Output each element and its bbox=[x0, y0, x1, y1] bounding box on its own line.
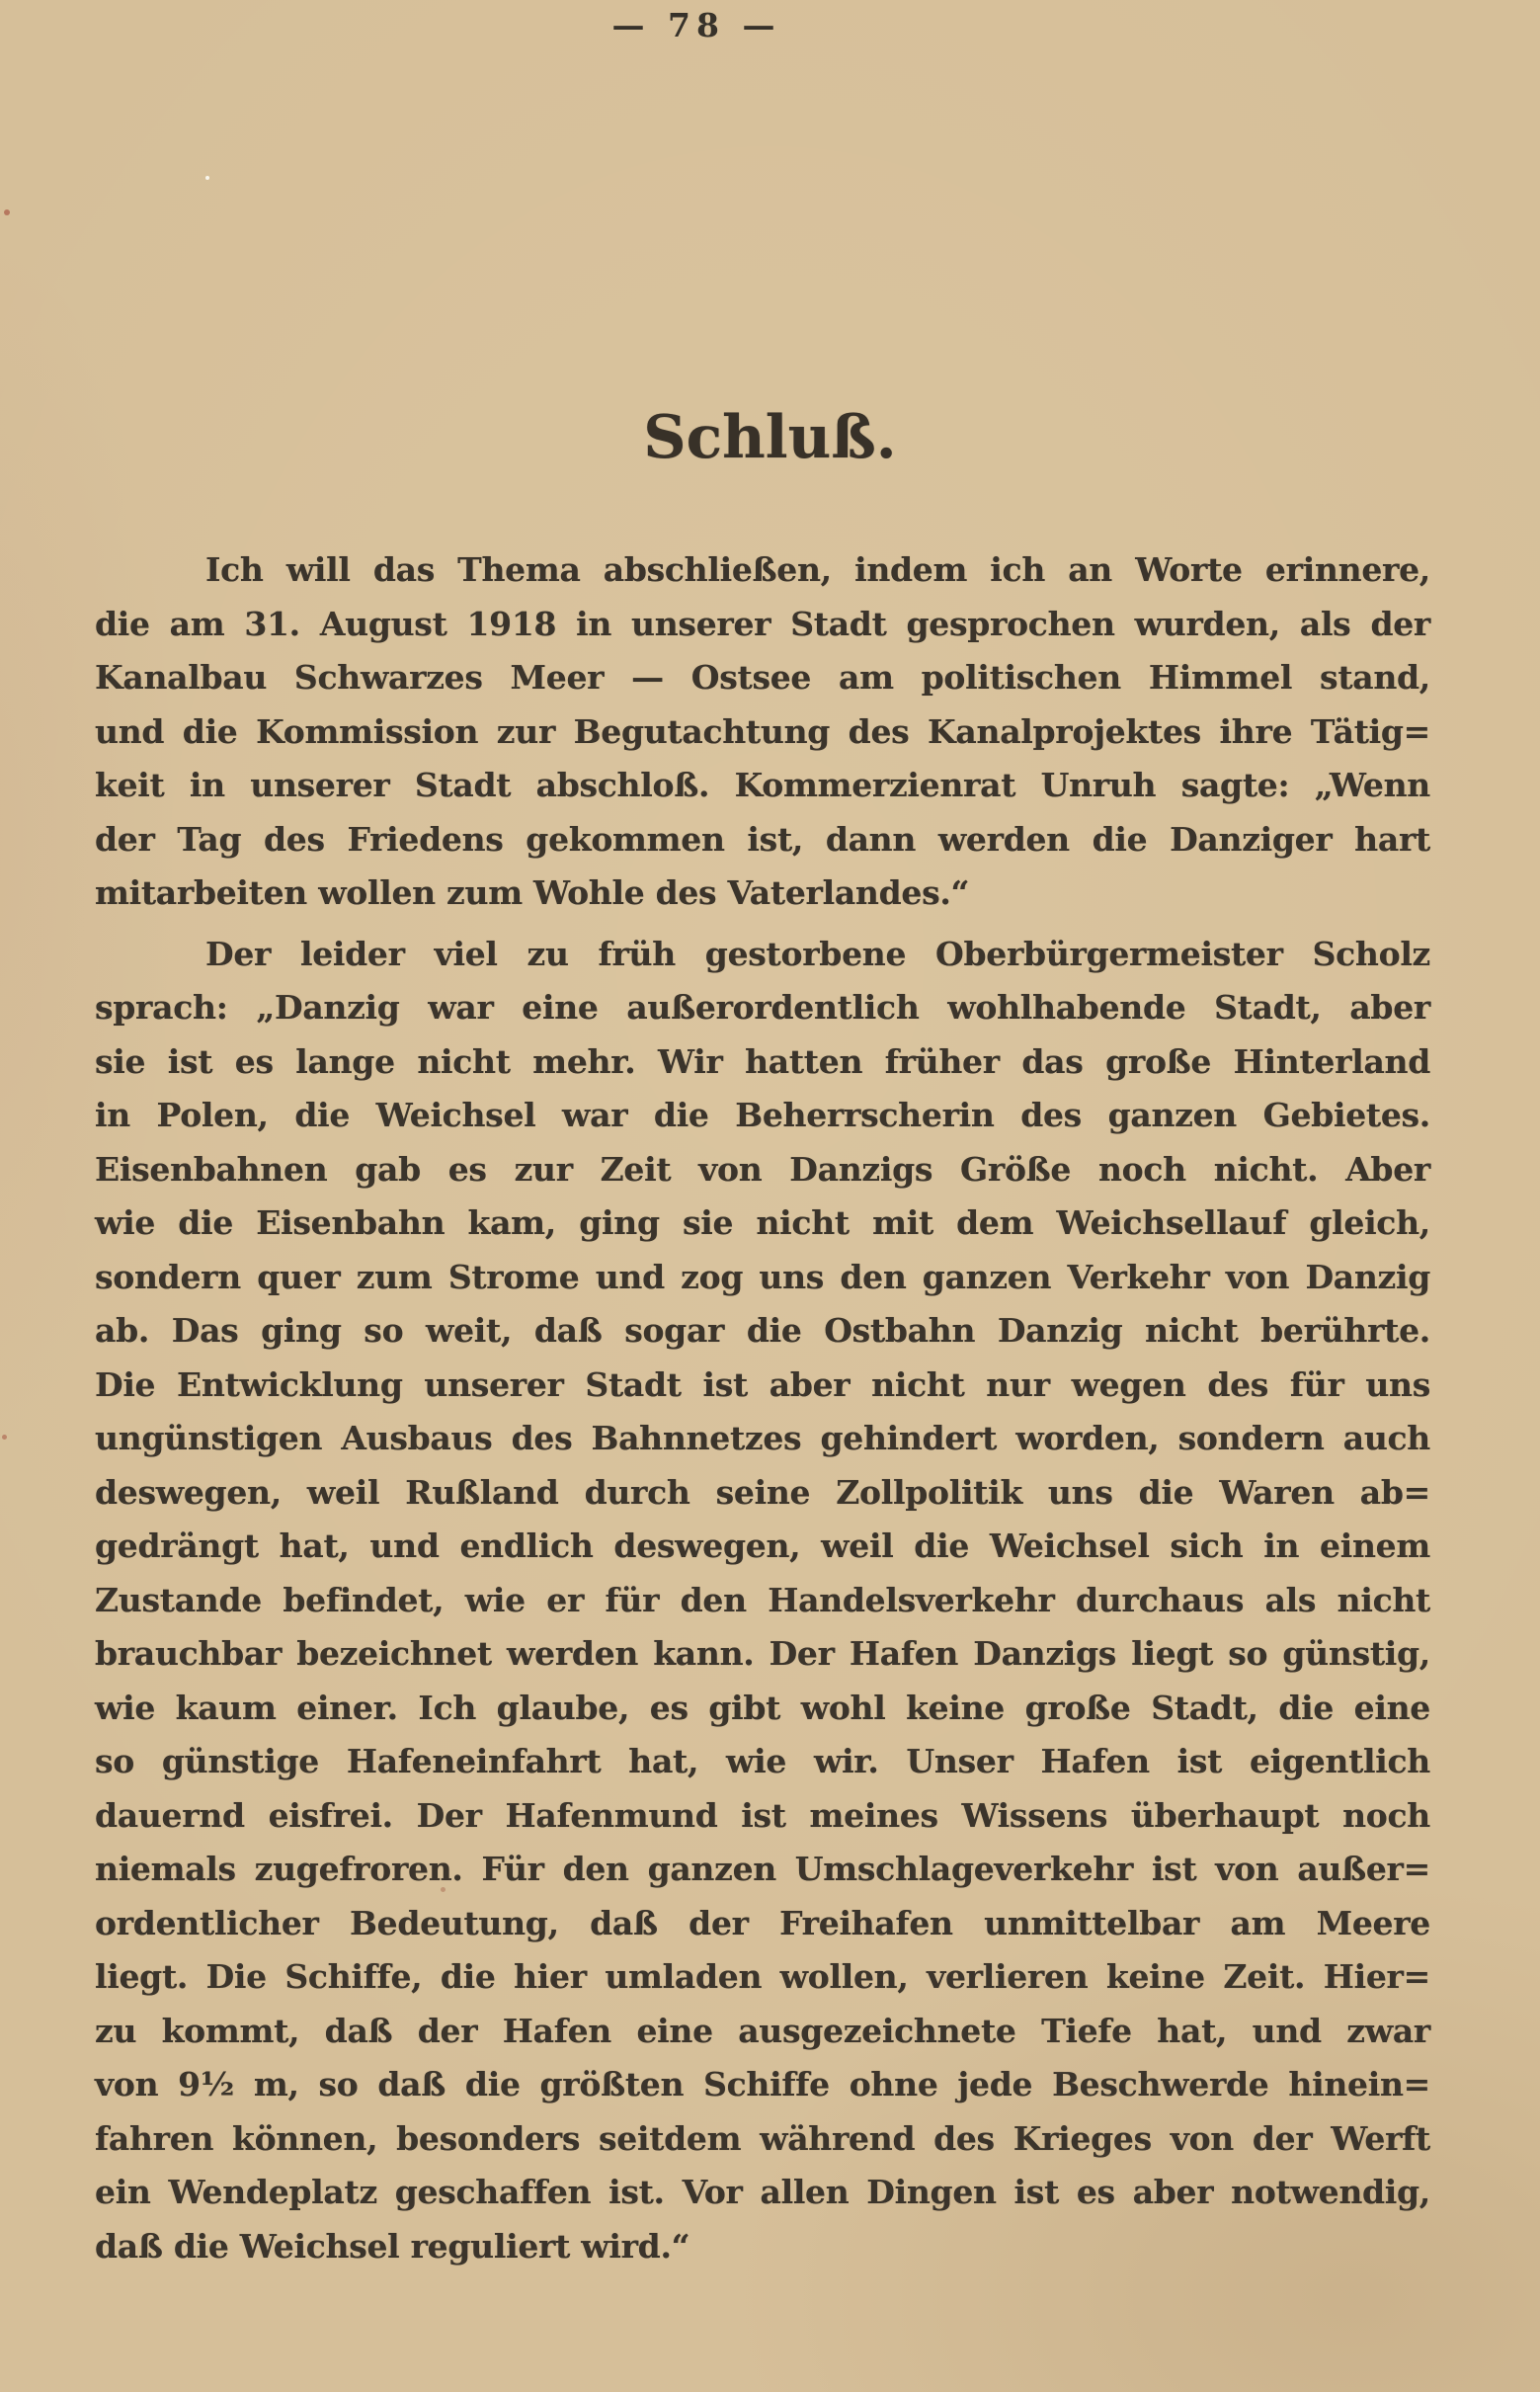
text-line: Ich will das Thema abschließen, indem ich an Worte erinnere, bbox=[205, 550, 1430, 589]
text-line: ein Wendeplatz geschaffen ist. Vor allen Dingen ist es aber notwendig, bbox=[95, 2173, 1430, 2211]
paragraph-2 bbox=[95, 928, 1430, 2274]
chapter-heading: Schluß. bbox=[643, 403, 897, 472]
scan-speck bbox=[4, 209, 10, 215]
text-line: ab. Das ging so weit, daß sogar die Ostbahn Danzig nicht berührte. bbox=[95, 1311, 1430, 1350]
text-line: daß die Weichsel reguliert wird.“ bbox=[95, 2226, 690, 2266]
text-line: Der leider viel zu früh gestorbene Oberbürgermeister Scholz bbox=[205, 934, 1430, 973]
text-line: niemals zugefroren. Für den ganzen Umschlageverkehr ist von außer= bbox=[95, 1850, 1430, 1888]
text-line: die am 31. August 1918 in unserer Stadt gesprochen wurden, als der bbox=[95, 604, 1430, 643]
text-line: wie die Eisenbahn kam, ging sie nicht mit dem Weichsellauf gleich, bbox=[95, 1203, 1430, 1242]
text-line: Eisenbahnen gab es zur Zeit von Danzigs Größe noch nicht. Aber bbox=[95, 1149, 1430, 1189]
text-line: sprach: „Danzig war eine außerordentlich wohlhabende Stadt, aber bbox=[95, 988, 1430, 1027]
text-line: ordentlicher Bedeutung, daß der Freihafen unmittelbar am Meere bbox=[95, 1903, 1430, 1942]
text-line: der Tag des Friedens gekommen ist, dann werden die Danziger hart bbox=[95, 819, 1430, 859]
text-line: und die Kommission zur Begutachtung des Kanalprojektes ihre Tätig= bbox=[95, 711, 1430, 751]
text-line: keit in unserer Stadt abschloß. Kommerzienrat Unruh sagte: „Wenn bbox=[95, 766, 1430, 804]
text-line: dauernd eisfrei. Der Hafenmund ist meines Wissens überhaupt noch bbox=[95, 1795, 1430, 1835]
text-line: so günstige Hafeneinfahrt hat, wie wir. Unser Hafen ist eigentlich bbox=[95, 1742, 1430, 1780]
scan-speck bbox=[205, 176, 209, 180]
text-line: Kanalbau Schwarzes Meer — Ostsee am politischen Himmel stand, bbox=[95, 658, 1430, 697]
page-number: — 78 — bbox=[611, 6, 781, 44]
text-line: brauchbar bezeichnet werden kann. Der Hafen Danzigs liegt so günstig, bbox=[95, 1634, 1430, 1673]
text-line: mitarbeiten wollen zum Wohle des Vaterlandes.“ bbox=[95, 873, 970, 912]
text-line: Die Entwicklung unserer Stadt ist aber nicht nur wegen des für uns bbox=[95, 1364, 1430, 1404]
text-line: in Polen, die Weichsel war die Beherrscherin des ganzen Gebietes. bbox=[95, 1096, 1430, 1134]
text-line: sondern quer zum Strome und zog uns den ganzen Verkehr von Danzig bbox=[95, 1257, 1430, 1296]
text-line: wie kaum einer. Ich glaube, es gibt wohl keine große Stadt, die eine bbox=[95, 1688, 1430, 1727]
text-block bbox=[95, 543, 1430, 2273]
text-line: fahren können, besonders seitdem während des Krieges von der Werft bbox=[95, 2118, 1430, 2158]
text-line: ungünstigen Ausbaus des Bahnnetzes gehindert worden, sondern auch bbox=[95, 1419, 1430, 1457]
paragraph-1 bbox=[95, 543, 1430, 921]
scan-speck bbox=[2, 1435, 7, 1440]
text-line: gedrängt hat, und endlich deswegen, weil die Weichsel sich in einem bbox=[95, 1526, 1430, 1565]
text-line: liegt. Die Schiffe, die hier umladen wollen, verlieren keine Zeit. Hier= bbox=[95, 1957, 1430, 1996]
text-line: deswegen, weil Rußland durch seine Zollpolitik uns die Waren ab= bbox=[95, 1472, 1430, 1512]
text-line: Zustande befindet, wie er für den Handelsverkehr durchaus als nicht bbox=[95, 1580, 1430, 1619]
text-line: von 9½ m, so daß die größten Schiffe ohne jede Beschwerde hinein= bbox=[95, 2065, 1430, 2103]
text-line: zu kommt, daß der Hafen eine ausgezeichnete Tiefe hat, und zwar bbox=[95, 2011, 1430, 2050]
text-line: sie ist es lange nicht mehr. Wir hatten früher das große Hinterland bbox=[95, 1041, 1430, 1081]
